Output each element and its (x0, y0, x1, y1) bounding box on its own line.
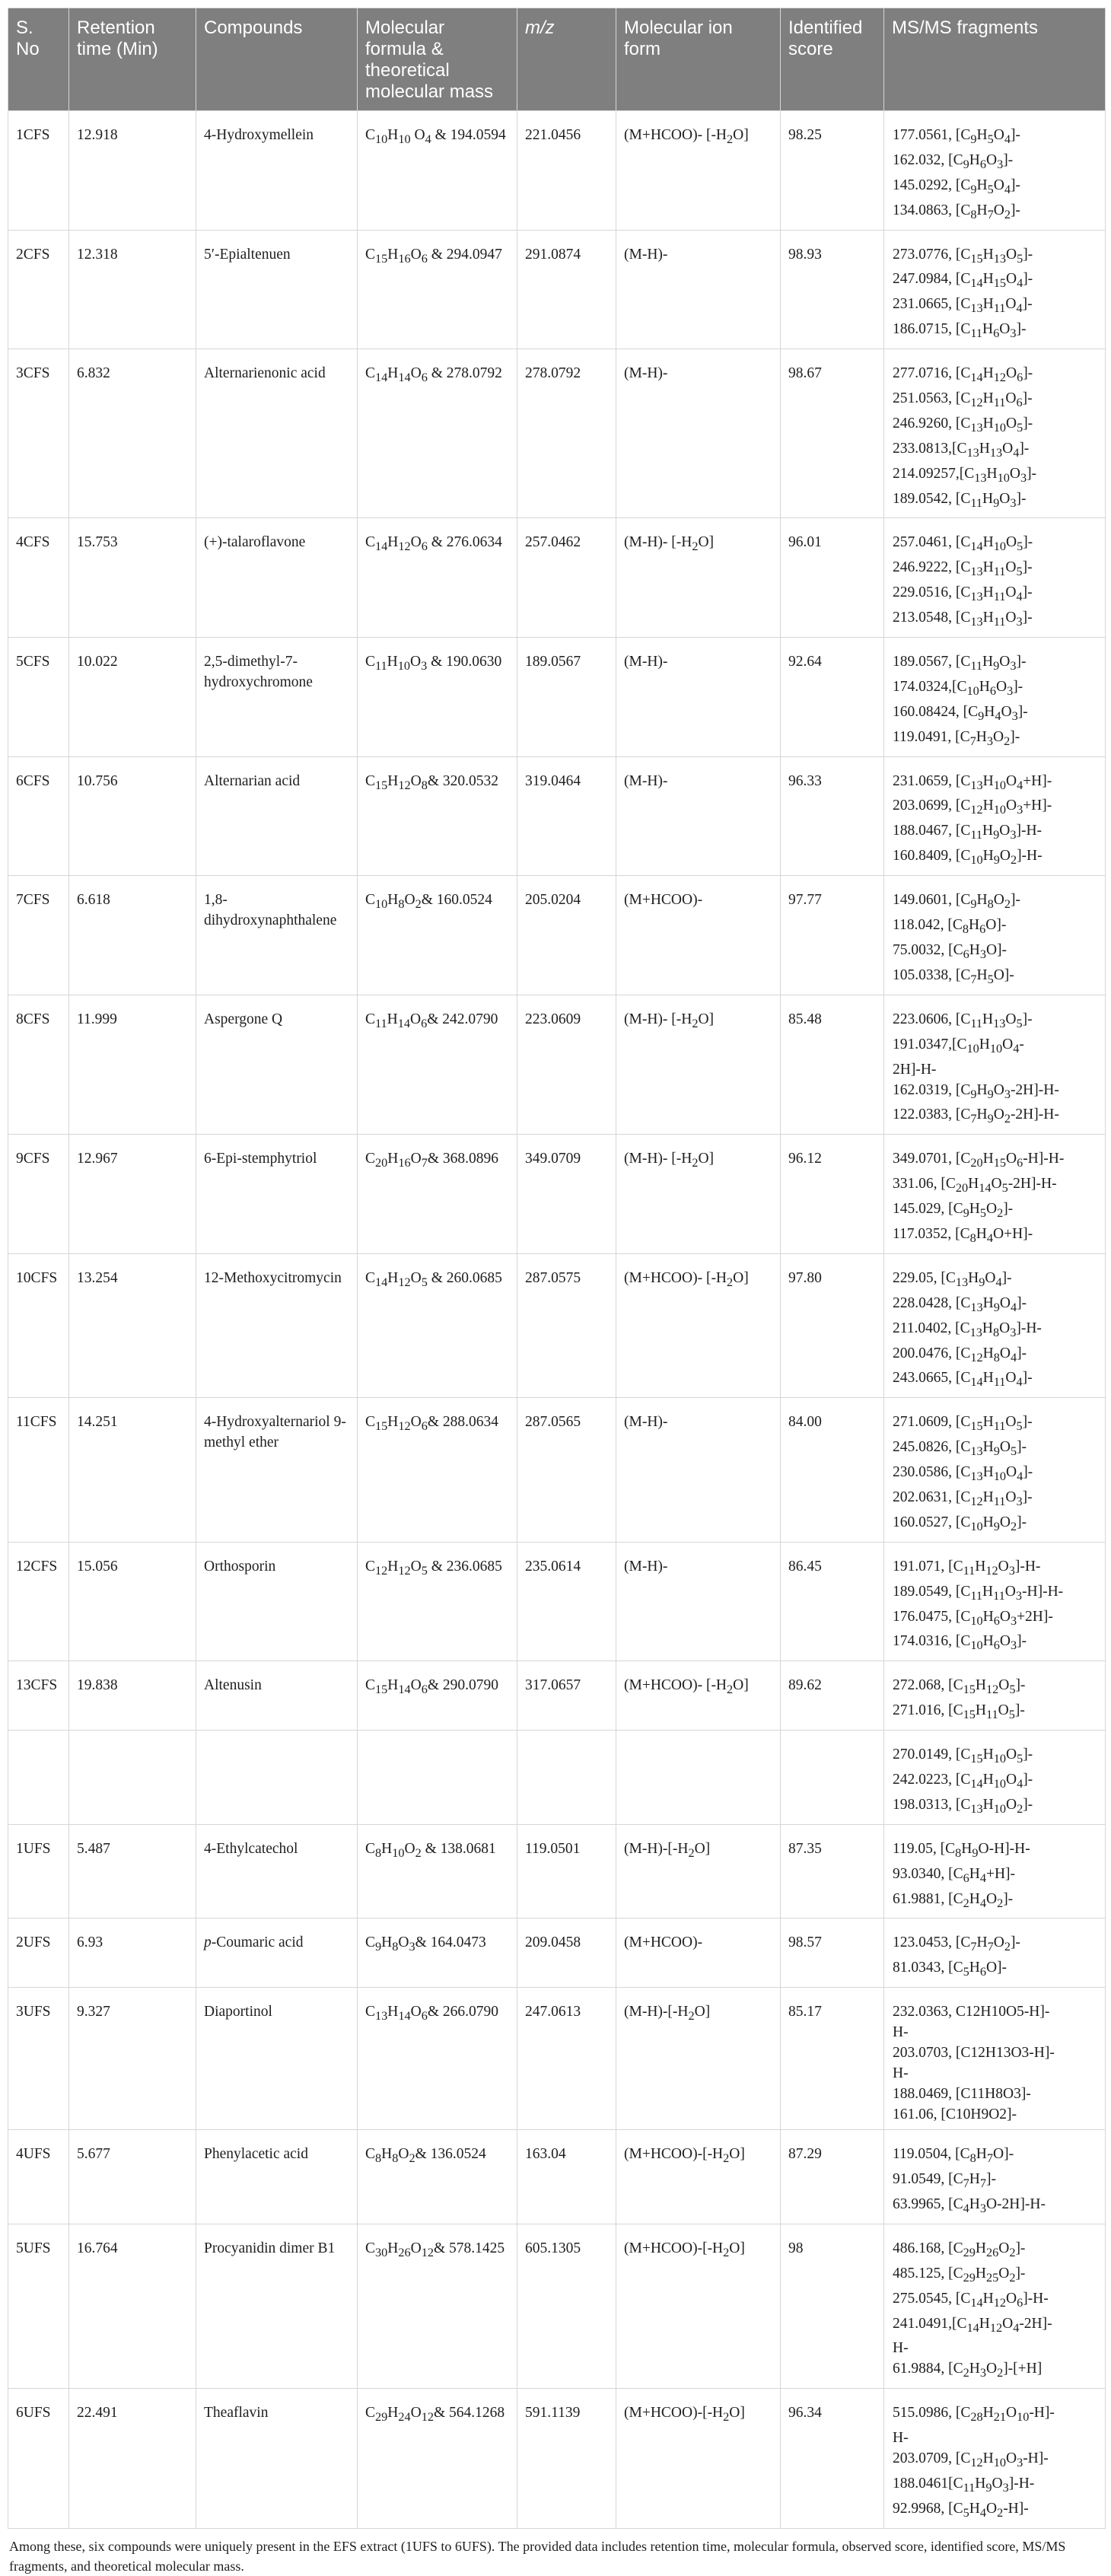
table-row (8, 1661, 1106, 1731)
fragment-line: $188.0461[C_{11}H_9O_3]-H-$ (893, 2476, 1035, 2495)
cell-ion-form: (M+HCOO)- (616, 1918, 781, 1988)
fragment-line: 275.0545, $[C_{14}H_{12}O_6]-H-$ (893, 2290, 1049, 2310)
cell-score: 97.77 (781, 876, 884, 995)
cell-formula: $C_{15}H_{12}O_6\&$ 288.0634 (358, 1398, 517, 1542)
cell-formula: $C_{15}H_{12}O_8\&$ 320.0532 (358, 756, 517, 876)
cell-mz: 287.0575 (517, 1253, 616, 1397)
cell-score: 87.29 (781, 2130, 884, 2224)
fragment-line: 273.0776, $[C_{15}H_{13}O_5]-$ (893, 246, 1033, 266)
cell-retention-time: 12.318 (69, 230, 196, 349)
cell-mz (517, 1731, 616, 1825)
fragment-line: 174.0316, $[C_{10}H_6O_3]-$ (893, 1633, 1027, 1653)
cell-fragments (884, 756, 1106, 876)
fragment-line: 515.0986, $[C_{28}H_{21}O_{10}-H]-$ (893, 2405, 1055, 2425)
cell-fragments (884, 1824, 1106, 1918)
cell-compound: Alternarienonic acid (196, 349, 358, 518)
cell-formula: $C_{14}H_{14}O_6$ & 278.0792 (358, 349, 517, 518)
table-row (8, 518, 1106, 638)
cell-retention-time: 6.832 (69, 349, 196, 518)
fragment-line: 485.125, $[C_{29}H_{25}O_2]-$ (893, 2265, 1026, 2285)
fragment-line: 188.0469, [C11H8O3]- (893, 2086, 1031, 2103)
cell-score: 98.57 (781, 1918, 884, 1988)
fragment-line: 160.8409, $[C_{10}H_9O_2]-H-$ (893, 848, 1043, 868)
header-molecular-formula: Molecular formula & theoretical molecular mass (358, 8, 517, 111)
table-row (8, 1918, 1106, 1988)
cell-ion-form: (M-H)- $[-H_2O]$ (616, 995, 781, 1135)
cell-compound (196, 1731, 358, 1825)
cell-mz: 163.04 (517, 2130, 616, 2224)
cell-sno: 6UFS (8, 2389, 69, 2529)
cell-score: 96.33 (781, 756, 884, 876)
cell-score: 96.12 (781, 1135, 884, 1254)
cell-sno: 13CFS (8, 1661, 69, 1731)
cell-score: 98.93 (781, 230, 884, 349)
cell-retention-time: 12.967 (69, 1135, 196, 1254)
fragment-line: 271.016, $[C_{15}H_{11}O_5]-$ (893, 1702, 1025, 1722)
cell-score: 96.01 (781, 518, 884, 638)
header-compounds: Compounds (196, 8, 358, 111)
header-mz-label: m/z (525, 18, 555, 38)
cell-compound: 4-Ethylcatechol (196, 1824, 358, 1918)
fragment-line: 2H]-H- (893, 1061, 937, 1078)
fragment-line: 189.0542, $[C_{11}H_9O_3]-$ (893, 490, 1027, 510)
fragment-line: 231.0665, $[C_{13}H_{11}O_4]-$ (893, 296, 1033, 316)
cell-formula: $C_{10}H_{10}$ $O_4$ & 194.0594 (358, 111, 517, 231)
cell-retention-time: 15.753 (69, 518, 196, 638)
fragment-line: 91.0549, $[C_7H_7]-$ (893, 2171, 996, 2190)
cell-ion-form: $(M+HCOO)-[-H_2O]$ (616, 2389, 781, 2529)
cell-score: 96.34 (781, 2389, 884, 2529)
cell-sno: 3CFS (8, 349, 69, 518)
fragment-line: 105.0338, $[C_7H_5O]-$ (893, 966, 1014, 986)
cell-retention-time: 6.93 (69, 1918, 196, 1988)
fragment-line: 81.0343, $[C_5H_6O]-$ (893, 1960, 1008, 1979)
cell-fragments (884, 2224, 1106, 2388)
fragment-line: 188.0467, $[C_{11}H_9O_3]-H-$ (893, 823, 1043, 842)
cell-score: 85.48 (781, 995, 884, 1135)
fragment-line: 198.0313, $[C_{13}H_{10}O_2]-$ (893, 1796, 1033, 1816)
cell-sno: 2UFS (8, 1918, 69, 1988)
cell-ion-form: (M-H)- (616, 756, 781, 876)
cell-fragments (884, 1542, 1106, 1661)
fragment-line: 63.9965, $[C_4H_3O-2H]-H-$ (893, 2196, 1046, 2215)
cell-ion-form: (M-H)- (616, 1398, 781, 1542)
fragment-line: 272.068, $[C_{15}H_{12}O_5]-$ (893, 1677, 1026, 1697)
cell-retention-time: 11.999 (69, 995, 196, 1135)
cell-mz: 291.0874 (517, 230, 616, 349)
header-retention-time: Retention time (Min) (69, 8, 196, 111)
cell-formula: $C_{14}H_{12}O_5$ & 260.0685 (358, 1253, 517, 1397)
fragment-line: 145.0292, $[C_9H_5O_4]-$ (893, 177, 1020, 196)
cell-retention-time: 22.491 (69, 2389, 196, 2529)
fragment-line: 230.0586, $[C_{13}H_{10}O_4]-$ (893, 1464, 1033, 1483)
cell-sno: 4UFS (8, 2130, 69, 2224)
fragment-line: 349.0701, $[C_{20}H_{15}O_6-H]-H-$ (893, 1151, 1065, 1170)
cell-fragments (884, 995, 1106, 1135)
table-footnote: Among these, six compounds were uniquely present in the EFS extract (1UFS to 6UFS). The provided data includes retention time, molecular formula, observed score, identified score, MS/MS fragments, and theoretical molecular mass. (9, 2538, 1066, 2574)
cell-compound: Aspergone Q (196, 995, 358, 1135)
cell-retention-time: 10.756 (69, 756, 196, 876)
fragment-line: 231.0659, $[C_{13}H_{10}O_4+H]-$ (893, 772, 1052, 792)
header-identified-score: Identified score (781, 8, 884, 111)
cell-mz: 119.0501 (517, 1824, 616, 1918)
fragment-line: 246.9222, $[C_{13}H_{11}O_5]-$ (893, 559, 1033, 579)
cell-fragments (884, 1918, 1106, 1988)
cell-formula: $C_8H_8O_2\&$ 136.0524 (358, 2130, 517, 2224)
cell-score: 89.62 (781, 1661, 884, 1731)
fragment-line: $241.0491,[C_{14}H_{12}O_4-2H]-$ (893, 2315, 1052, 2335)
cell-fragments (884, 1988, 1106, 2130)
fragment-line: 202.0631, $[C_{12}H_{11}O_3]-$ (893, 1489, 1033, 1508)
fragment-line: H- (893, 2430, 909, 2447)
cell-sno: 7CFS (8, 876, 69, 995)
cell-ion-form: (M-H)- (616, 230, 781, 349)
cell-compound: p-Coumaric acid (196, 1918, 358, 1988)
cell-ion-form: (M-H)- (616, 1542, 781, 1661)
cell-ion-form: (M+HCOO)- $[-H_2O]$ (616, 1253, 781, 1397)
cell-fragments (884, 876, 1106, 995)
fragment-line: 246.9260, $[C_{13}H_{10}O_5]-$ (893, 415, 1033, 435)
table-row (8, 2130, 1106, 2224)
cell-mz: 189.0567 (517, 638, 616, 757)
fragment-line: 203.0699, $[C_{12}H_{10}O_3+H]-$ (893, 798, 1052, 817)
table-row (8, 1253, 1106, 1397)
fragment-line: 119.0491, $[C_7H_3O_2]-$ (893, 728, 1020, 748)
cell-retention-time: 15.056 (69, 1542, 196, 1661)
cell-compound: Theaflavin (196, 2389, 358, 2529)
fragment-line: $214.09257,[C_{13}H_{10}O_3]-$ (893, 465, 1037, 485)
table-row (8, 111, 1106, 231)
table-row (8, 638, 1106, 757)
cell-formula: $C_{12}H_{12}O_5$ & 236.0685 (358, 1542, 517, 1661)
cell-sno (8, 1731, 69, 1825)
cell-score: 98.67 (781, 349, 884, 518)
cell-sno: 6CFS (8, 756, 69, 876)
fragment-line: 228.0428, $[C_{13}H_9O_4]-$ (893, 1294, 1027, 1314)
cell-score: 84.00 (781, 1398, 884, 1542)
fragment-line: H- (893, 2024, 909, 2041)
cell-fragments (884, 349, 1106, 518)
cell-ion-form: (M+HCOO)- $[-H_2O]$ (616, 111, 781, 231)
cell-retention-time: 13.254 (69, 1253, 196, 1397)
cell-compound: Orthosporin (196, 1542, 358, 1661)
cell-sno: 3UFS (8, 1988, 69, 2130)
cell-ion-form: $(M-H)-[-H_2O]$ (616, 1824, 781, 1918)
cell-sno: 11CFS (8, 1398, 69, 1542)
fragment-line: 134.0863, $[C_8H_7O_2]-$ (893, 202, 1020, 221)
fragment-line: 213.0548, $[C_{13}H_{11}O_3]-$ (893, 610, 1033, 629)
fragment-line: $174.0324,[C_{10}H_6O_3]-$ (893, 678, 1023, 698)
fragment-line: 61.9884, $[C_2H_3O_2]-[+H]$ (893, 2361, 1043, 2380)
cell-mz: 235.0614 (517, 1542, 616, 1661)
header-mz (517, 8, 616, 111)
fragment-line: 245.0826, $[C_{13}H_9O_5]-$ (893, 1439, 1027, 1459)
cell-score: 97.80 (781, 1253, 884, 1397)
fragment-line: H- (893, 2340, 909, 2357)
fragment-line: 162.032, $[C_9H_6O_3]-$ (893, 151, 1014, 171)
cell-compound: Alternarian acid (196, 756, 358, 876)
fragment-line: 123.0453, $[C_7H_7O_2]-$ (893, 1934, 1020, 1954)
cell-sno: 9CFS (8, 1135, 69, 1254)
cell-mz: 605.1305 (517, 2224, 616, 2388)
cell-retention-time: 14.251 (69, 1398, 196, 1542)
fragment-line: 162.0319, $[C_9H_9O_3-2H]-H-$ (893, 1081, 1059, 1101)
fragment-line: 119.0504, $[C_8H_7O]-$ (893, 2146, 1014, 2166)
fragment-line: 251.0563, $[C_{12}H_{11}O_6]-$ (893, 390, 1033, 409)
cell-compound: 1,8-dihydroxynaphthalene (196, 876, 358, 995)
cell-mz: 223.0609 (517, 995, 616, 1135)
table-row (8, 876, 1106, 995)
cell-sno: 10CFS (8, 1253, 69, 1397)
cell-retention-time (69, 1731, 196, 1825)
cell-formula: $C_{13}H_{14}O_6\&$ 266.0790 (358, 1988, 517, 2130)
fragment-line: 176.0475, $[C_{10}H_6O_3+2H]-$ (893, 1608, 1053, 1628)
cell-ion-form: (M-H)- $[-H_2O]$ (616, 1135, 781, 1254)
fragment-line: 203.0709, $[C_{12}H_{10}O_3-H]-$ (893, 2450, 1049, 2470)
fragment-line: 200.0476, $[C_{12}H_8O_4]-$ (893, 1345, 1027, 1364)
header-ion-form: Molecular ion form (616, 8, 781, 111)
cell-sno: 5UFS (8, 2224, 69, 2388)
cell-ion-form: (M+HCOO)- (616, 876, 781, 995)
cell-retention-time: 10.022 (69, 638, 196, 757)
fragment-line: 271.0609, $[C_{15}H_{11}O_5]-$ (893, 1414, 1033, 1434)
fragment-line: 161.06, [C10H9O2]- (893, 2106, 1017, 2123)
cell-compound: (+)-talaroflavone (196, 518, 358, 638)
fragment-line: 277.0716, $[C_{14}H_{12}O_6]-$ (893, 365, 1033, 385)
fragment-line: 486.168, $[C_{29}H_{26}O_2]-$ (893, 2240, 1026, 2259)
cell-fragments (884, 518, 1106, 638)
cell-compound: Altenusin (196, 1661, 358, 1731)
cell-mz: 247.0613 (517, 1988, 616, 2130)
header-row (8, 8, 1106, 111)
cell-retention-time: 12.918 (69, 111, 196, 231)
cell-retention-time: 5.487 (69, 1824, 196, 1918)
cell-formula: $C_{20}H_{16}O_7\&$ 368.0896 (358, 1135, 517, 1254)
cell-sno: 8CFS (8, 995, 69, 1135)
cell-fragments (884, 1253, 1106, 1397)
table-row (8, 230, 1106, 349)
cell-fragments (884, 2130, 1106, 2224)
fragment-line: 189.0567, $[C_{11}H_9O_3]-$ (893, 654, 1027, 673)
cell-formula: $C_{29}H_{24}O_{12}\&$ 564.1268 (358, 2389, 517, 2529)
fragment-line: 232.0363, C12H10O5-H]- (893, 2004, 1050, 2020)
cell-ion-form: $(M+HCOO)-[-H_2O]$ (616, 2224, 781, 2388)
table-row (8, 1988, 1106, 2130)
cell-retention-time: 5.677 (69, 2130, 196, 2224)
table-row (8, 995, 1106, 1135)
cell-mz: 591.1139 (517, 2389, 616, 2529)
cell-fragments (884, 1731, 1106, 1825)
cell-fragments (884, 111, 1106, 231)
fragment-line: 191.071, $[C_{11}H_{12}O_3]-H-$ (893, 1558, 1041, 1578)
cell-formula (358, 1731, 517, 1825)
cell-retention-time: 6.618 (69, 876, 196, 995)
fragment-line: $233.0813,[C_{13}H_{13}O_4]-$ (893, 440, 1030, 460)
fragment-line: 177.0561, $[C_9H_5O_4]-$ (893, 127, 1020, 146)
cell-formula: $C_{30}H_{26}O_{12}\&$ 578.1425 (358, 2224, 517, 2388)
cell-mz: 278.0792 (517, 349, 616, 518)
fragment-line: 160.0527, $[C_{10}H_9O_2]-$ (893, 1514, 1027, 1533)
cell-sno: 1CFS (8, 111, 69, 231)
cell-mz: 317.0657 (517, 1661, 616, 1731)
cell-retention-time: 9.327 (69, 1988, 196, 2130)
cell-mz: 221.0456 (517, 111, 616, 231)
cell-formula: $C_{14}H_{12}O_6$ & 276.0634 (358, 518, 517, 638)
cell-sno: 4CFS (8, 518, 69, 638)
fragment-line: 229.0516, $[C_{13}H_{11}O_4]-$ (893, 584, 1033, 604)
fragment-line: 242.0223, $[C_{14}H_{10}O_4]-$ (893, 1771, 1033, 1791)
fragment-line: 118.042, $[C_8H_6O]-$ (893, 917, 1007, 936)
fragment-line: 61.9881, $[C_2H_4O_2]-$ (893, 1890, 1014, 1910)
cell-formula: $C_{10}H_8O_2\&$ 160.0524 (358, 876, 517, 995)
fragment-line: 119.05, $[C_8H_9O-H]-H-$ (893, 1840, 1030, 1860)
compound-table (8, 8, 1106, 2529)
table-body (8, 111, 1106, 2529)
cell-fragments (884, 1661, 1106, 1731)
cell-fragments (884, 2389, 1106, 2529)
cell-score: 98.25 (781, 111, 884, 231)
fragment-line: 189.0549, $[C_{11}H_{11}O_3-H]-H-$ (893, 1583, 1064, 1603)
table-row (8, 1398, 1106, 1542)
cell-compound: 4-Hydroxymellein (196, 111, 358, 231)
cell-ion-form: (M-H)- (616, 349, 781, 518)
cell-compound: 12-Methoxycitromycin (196, 1253, 358, 1397)
fragment-line: 223.0606, $[C_{11}H_{13}O_5]-$ (893, 1011, 1033, 1030)
cell-sno: 12CFS (8, 1542, 69, 1661)
table-row (8, 349, 1106, 518)
cell-mz: 205.0204 (517, 876, 616, 995)
cell-compound: 4-Hydroxyalternariol 9-methyl ether (196, 1398, 358, 1542)
fragment-line: $191.0347,[C_{10}H_{10}O_4-$ (893, 1036, 1024, 1056)
fragment-line: 160.08424, $[C_9H_4O_3]-$ (893, 703, 1028, 723)
fragment-line: 243.0665, $[C_{14}H_{11}O_4]-$ (893, 1370, 1033, 1390)
cell-fragments (884, 1398, 1106, 1542)
fragment-line: 203.0703, [C12H13O3-H]- (893, 2045, 1055, 2062)
fragment-line: 122.0383, $[C_7H_9O_2-2H]-H-$ (893, 1107, 1059, 1126)
cell-fragments (884, 638, 1106, 757)
fragment-line: 186.0715, $[C_{11}H_6O_3]-$ (893, 321, 1027, 341)
fragment-line: 270.0149, $[C_{15}H_{10}O_5]-$ (893, 1747, 1033, 1766)
table-row (8, 1824, 1106, 1918)
fragment-line: 247.0984, $[C_{14}H_{15}O_4]-$ (893, 271, 1033, 291)
cell-formula: $C_{15}H_{16}O_6$ & 294.0947 (358, 230, 517, 349)
fragment-line: 229.05, $[C_{13}H_9O_4]-$ (893, 1269, 1012, 1289)
fragment-line: 149.0601, $[C_9H_8O_2]-$ (893, 892, 1020, 912)
table-container (8, 8, 1105, 2576)
cell-score (781, 1731, 884, 1825)
header-sno: S. No (8, 8, 69, 111)
cell-score: 86.45 (781, 1542, 884, 1661)
fragment-line: 331.06, $[C_{20}H_{14}O_5-2H]-H-$ (893, 1176, 1057, 1196)
cell-sno: 5CFS (8, 638, 69, 757)
table-row (8, 1542, 1106, 1661)
cell-mz: 319.0464 (517, 756, 616, 876)
fragment-line: 75.0032, $[C_6H_3O]-$ (893, 941, 1008, 961)
cell-ion-form: (M+HCOO)- $[-H_2O]$ (616, 1661, 781, 1731)
cell-ion-form (616, 1731, 781, 1825)
cell-mz: 349.0709 (517, 1135, 616, 1254)
table-row (8, 756, 1106, 876)
cell-fragments (884, 230, 1106, 349)
cell-mz: 257.0462 (517, 518, 616, 638)
cell-retention-time: 19.838 (69, 1661, 196, 1731)
cell-mz: 287.0565 (517, 1398, 616, 1542)
cell-ion-form: $(M+HCOO)-[-H_2O]$ (616, 2130, 781, 2224)
fragment-line: 117.0352, $[C_8H_4O+H]-$ (893, 1225, 1033, 1245)
cell-score: 92.64 (781, 638, 884, 757)
cell-sno: 1UFS (8, 1824, 69, 1918)
cell-retention-time: 16.764 (69, 2224, 196, 2388)
cell-score: 87.35 (781, 1824, 884, 1918)
cell-ion-form: (M-H)- $[-H_2O]$ (616, 518, 781, 638)
cell-compound: Phenylacetic acid (196, 2130, 358, 2224)
fragment-line: H- (893, 2065, 909, 2082)
cell-formula: $C_{11}H_{14}O_6\&$ 242.0790 (358, 995, 517, 1135)
fragment-line: 145.029, $[C_9H_5O_2]-$ (893, 1201, 1014, 1220)
cell-formula: $C_8H_{10}O_2$ & 138.0681 (358, 1824, 517, 1918)
cell-fragments (884, 1135, 1106, 1254)
cell-compound: Diaportinol (196, 1988, 358, 2130)
table-row (8, 1731, 1106, 1825)
fragment-line: 211.0402, $[C_{13}H_8O_3]-H-$ (893, 1320, 1042, 1339)
cell-compound: 5′-Epialtenuen (196, 230, 358, 349)
cell-compound: Procyanidin dimer B1 (196, 2224, 358, 2388)
header-msms-fragments: MS/MS fragments (884, 8, 1106, 111)
cell-sno: 2CFS (8, 230, 69, 349)
cell-score: 98 (781, 2224, 884, 2388)
table-row (8, 2389, 1106, 2529)
fragment-line: 92.9968, $[C_5H_4O_2-H]-$ (893, 2501, 1029, 2520)
table-row (8, 2224, 1106, 2388)
cell-mz: 209.0458 (517, 1918, 616, 1988)
fragment-line: 93.0340, $[C_6H_4+H]-$ (893, 1865, 1016, 1885)
cell-formula: $C_9H_8O_3\&$ 164.0473 (358, 1918, 517, 1988)
cell-compound: 2,5-dimethyl-7-hydroxychromone (196, 638, 358, 757)
table-row (8, 1135, 1106, 1254)
cell-compound: 6-Epi-stemphytriol (196, 1135, 358, 1254)
cell-formula: $C_{15}H_{14}O_6\&$ 290.0790 (358, 1661, 517, 1731)
cell-score: 85.17 (781, 1988, 884, 2130)
cell-ion-form: (M-H)- (616, 638, 781, 757)
cell-ion-form: $(M-H)-[-H_2O]$ (616, 1988, 781, 2130)
fragment-line: 257.0461, $[C_{14}H_{10}O_5]-$ (893, 534, 1033, 554)
cell-formula: $C_{11}H_{10}O_3$ & 190.0630 (358, 638, 517, 757)
